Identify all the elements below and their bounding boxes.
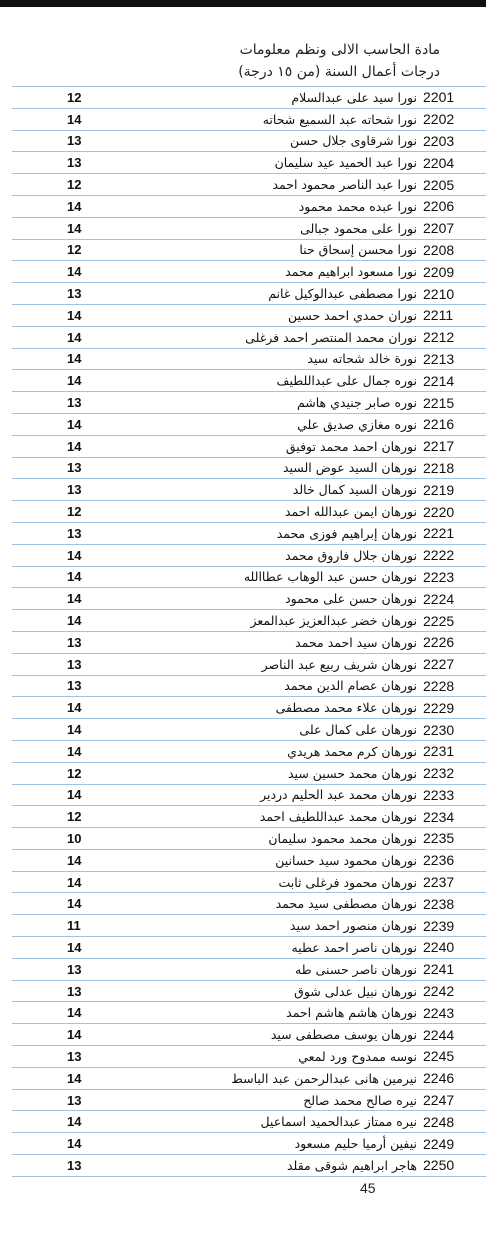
table-row <box>12 1002 486 1024</box>
seat-number-cell: 2216 <box>419 413 486 435</box>
seat-number-cell: 2232 <box>419 762 486 784</box>
seat-number-cell: 2203 <box>419 130 486 152</box>
table-row <box>12 130 486 152</box>
table-row <box>12 174 486 196</box>
seat-number-cell: 2224 <box>419 588 486 610</box>
grade-cell: 14 <box>12 1024 187 1046</box>
table-row <box>12 392 486 414</box>
seat-number-cell: 2248 <box>419 1111 486 1133</box>
seat-number-cell: 2234 <box>419 806 486 828</box>
table-row <box>12 370 486 392</box>
seat-number-cell: 2243 <box>419 1002 486 1024</box>
grade-cell: 14 <box>12 566 187 588</box>
table-row <box>12 980 486 1002</box>
table-row <box>12 762 486 784</box>
seat-number-cell: 2236 <box>419 849 486 871</box>
student-name-cell: نورهان عصام الدين محمد <box>187 675 419 697</box>
student-name-cell: نورا عبد الناصر محمود احمد <box>187 174 419 196</box>
student-name-cell: نورا مصطفى عبدالوكيل غانم <box>187 283 419 305</box>
student-name-cell: نورا عبده محمد محمود <box>187 195 419 217</box>
grade-cell: 13 <box>12 283 187 305</box>
table-row <box>12 697 486 719</box>
table-row <box>12 239 486 261</box>
seat-number-cell: 2219 <box>419 479 486 501</box>
seat-number-cell: 2247 <box>419 1089 486 1111</box>
table-row <box>12 566 486 588</box>
grade-cell: 14 <box>12 849 187 871</box>
seat-number-cell: 2244 <box>419 1024 486 1046</box>
grade-cell: 13 <box>12 1155 187 1177</box>
seat-number-cell: 2229 <box>419 697 486 719</box>
student-name-cell: نورهان السيد عوض السيد <box>187 457 419 479</box>
seat-number-cell: 2250 <box>419 1155 486 1177</box>
student-name-cell: نورهان يوسف مصطفى سيد <box>187 1024 419 1046</box>
seat-number-cell: 2238 <box>419 893 486 915</box>
student-name-cell: نورهان محمد حسين سيد <box>187 762 419 784</box>
seat-number-cell: 2245 <box>419 1046 486 1068</box>
table-row <box>12 413 486 435</box>
seat-number-cell: 2228 <box>419 675 486 697</box>
grade-cell: 13 <box>12 958 187 980</box>
grade-cell: 14 <box>12 937 187 959</box>
seat-number-cell: 2226 <box>419 631 486 653</box>
table-row <box>12 326 486 348</box>
table-row <box>12 261 486 283</box>
seat-number-cell: 2230 <box>419 719 486 741</box>
grade-cell: 12 <box>12 87 187 109</box>
grade-cell: 14 <box>12 610 187 632</box>
seat-number-cell: 2205 <box>419 174 486 196</box>
student-name-cell: نورهان نبيل عدلى شوق <box>187 980 419 1002</box>
table-row <box>12 457 486 479</box>
table-row <box>12 479 486 501</box>
grade-cell: 13 <box>12 479 187 501</box>
student-name-cell: نورهان على كمال على <box>187 719 419 741</box>
seat-number-cell: 2213 <box>419 348 486 370</box>
table-row <box>12 653 486 675</box>
seat-number-cell: 2249 <box>419 1133 486 1155</box>
student-name-cell: نورا محسن إسحاق حنا <box>187 239 419 261</box>
table-row <box>12 1067 486 1089</box>
page-number: 45 <box>360 1180 376 1196</box>
student-name-cell: نيرمين هانى عبدالرحمن عبد الباسط <box>187 1067 419 1089</box>
table-row <box>12 1133 486 1155</box>
seat-number-cell: 2240 <box>419 937 486 959</box>
seat-number-cell: 2222 <box>419 544 486 566</box>
student-name-cell: نورهان السيد كمال خالد <box>187 479 419 501</box>
grade-cell: 14 <box>12 348 187 370</box>
grade-cell: 12 <box>12 501 187 523</box>
student-name-cell: نيفين أرميا حليم مسعود <box>187 1133 419 1155</box>
seat-number-cell: 2235 <box>419 828 486 850</box>
student-name-cell: نورهان محمد محمود سليمان <box>187 828 419 850</box>
seat-number-cell: 2239 <box>419 915 486 937</box>
table-row <box>12 435 486 457</box>
seat-number-cell: 2237 <box>419 871 486 893</box>
table-row <box>12 806 486 828</box>
table-row <box>12 828 486 850</box>
seat-number-cell: 2207 <box>419 217 486 239</box>
grade-cell: 14 <box>12 1111 187 1133</box>
seat-number-cell: 2202 <box>419 108 486 130</box>
table-row <box>12 217 486 239</box>
table-row <box>12 108 486 130</box>
table-row <box>12 588 486 610</box>
grade-cell: 14 <box>12 370 187 392</box>
grade-cell: 14 <box>12 304 187 326</box>
seat-number-cell: 2215 <box>419 392 486 414</box>
seat-number-cell: 2201 <box>419 87 486 109</box>
grade-cell: 14 <box>12 588 187 610</box>
grade-cell: 14 <box>12 108 187 130</box>
table-row <box>12 1046 486 1068</box>
student-name-cell: نورا شحاته عبد السميع شحاته <box>187 108 419 130</box>
grade-cell: 13 <box>12 675 187 697</box>
top-border <box>0 0 486 7</box>
student-name-cell: نورهان ناصر احمد عطيه <box>187 937 419 959</box>
student-name-cell: نوره صابر جنيدي هاشم <box>187 392 419 414</box>
grade-cell: 14 <box>12 1067 187 1089</box>
student-name-cell: نورة خالد شحاته سيد <box>187 348 419 370</box>
grade-cell: 13 <box>12 152 187 174</box>
student-name-cell: نورا شرقاوى جلال حسن <box>187 130 419 152</box>
seat-number-cell: 2206 <box>419 195 486 217</box>
grade-cell: 10 <box>12 828 187 850</box>
seat-number-cell: 2231 <box>419 740 486 762</box>
student-name-cell: نوران محمد المنتصر احمد فرغلى <box>187 326 419 348</box>
student-name-cell: نوران حمدي احمد حسين <box>187 304 419 326</box>
student-name-cell: نورهان منصور احمد سيد <box>187 915 419 937</box>
seat-number-cell: 2220 <box>419 501 486 523</box>
student-name-cell: هاجر ابراهيم شوقى مقلد <box>187 1155 419 1177</box>
table-row <box>12 1024 486 1046</box>
table-row <box>12 915 486 937</box>
grade-cell: 14 <box>12 326 187 348</box>
table-row <box>12 937 486 959</box>
student-name-cell: نورهان هاشم هاشم احمد <box>187 1002 419 1024</box>
student-name-cell: نيره صالح محمد صالح <box>187 1089 419 1111</box>
student-name-cell: نوره جمال على عبداللطيف <box>187 370 419 392</box>
grade-cell: 14 <box>12 784 187 806</box>
student-name-cell: نورا على محمود جبالى <box>187 217 419 239</box>
grade-cell: 14 <box>12 195 187 217</box>
table-row <box>12 348 486 370</box>
seat-number-cell: 2209 <box>419 261 486 283</box>
grade-cell: 12 <box>12 174 187 196</box>
student-name-cell: نورهان علاء محمد مصطفى <box>187 697 419 719</box>
student-name-cell: نورهان خضر عبدالعزيز عبدالمعز <box>187 610 419 632</box>
grade-cell: 14 <box>12 1002 187 1024</box>
seat-number-cell: 2214 <box>419 370 486 392</box>
table-row <box>12 893 486 915</box>
grades-table <box>12 86 486 1177</box>
grade-cell: 14 <box>12 1133 187 1155</box>
student-name-cell: نوره مغازي صديق علي <box>187 413 419 435</box>
grades-caption: درجات أعمال السنة (من ١٥ درجة) <box>238 64 440 80</box>
grade-cell: 13 <box>12 1046 187 1068</box>
table-row <box>12 631 486 653</box>
table-row <box>12 87 486 109</box>
student-name-cell: نورهان مصطفى سيد محمد <box>187 893 419 915</box>
grade-cell: 13 <box>12 457 187 479</box>
grade-cell: 14 <box>12 544 187 566</box>
grade-cell: 13 <box>12 522 187 544</box>
student-name-cell: نورهان محمد عبد الحليم دردير <box>187 784 419 806</box>
grade-cell: 14 <box>12 261 187 283</box>
student-name-cell: نورا سيد على عبدالسلام <box>187 87 419 109</box>
table-row <box>12 740 486 762</box>
student-name-cell: نورهان إبراهيم فوزى محمد <box>187 522 419 544</box>
document-header <box>40 39 440 83</box>
grade-cell: 13 <box>12 392 187 414</box>
student-name-cell: نورهان سيد احمد محمد <box>187 631 419 653</box>
grade-cell: 13 <box>12 130 187 152</box>
grade-cell: 14 <box>12 740 187 762</box>
table-row <box>12 1089 486 1111</box>
seat-number-cell: 2217 <box>419 435 486 457</box>
student-name-cell: نيره ممتاز عبدالحميد اسماعيل <box>187 1111 419 1133</box>
student-name-cell: نورهان جلال فاروق محمد <box>187 544 419 566</box>
table-row <box>12 283 486 305</box>
grades-table-body <box>12 87 486 1177</box>
grade-cell: 12 <box>12 762 187 784</box>
table-row <box>12 719 486 741</box>
seat-number-cell: 2223 <box>419 566 486 588</box>
grade-cell: 12 <box>12 239 187 261</box>
student-name-cell: نورهان شريف ربيع عبد الناصر <box>187 653 419 675</box>
table-row <box>12 958 486 980</box>
seat-number-cell: 2204 <box>419 152 486 174</box>
student-name-cell: نورهان ناصر حسنى طه <box>187 958 419 980</box>
grade-cell: 12 <box>12 806 187 828</box>
grade-cell: 13 <box>12 631 187 653</box>
seat-number-cell: 2227 <box>419 653 486 675</box>
seat-number-cell: 2208 <box>419 239 486 261</box>
seat-number-cell: 2218 <box>419 457 486 479</box>
grade-cell: 13 <box>12 980 187 1002</box>
seat-number-cell: 2242 <box>419 980 486 1002</box>
grade-cell: 14 <box>12 217 187 239</box>
grade-cell: 14 <box>12 697 187 719</box>
grade-cell: 14 <box>12 719 187 741</box>
table-row <box>12 610 486 632</box>
student-name-cell: نورهان محمد عبداللطيف احمد <box>187 806 419 828</box>
student-name-cell: نورهان حسن على محمود <box>187 588 419 610</box>
table-row <box>12 1155 486 1177</box>
student-name-cell: نورا عبد الحميد عيد سليمان <box>187 152 419 174</box>
student-name-cell: نورهان حسن عبد الوهاب عطاالله <box>187 566 419 588</box>
table-row <box>12 849 486 871</box>
seat-number-cell: 2246 <box>419 1067 486 1089</box>
student-name-cell: نورهان ايمن عبدالله احمد <box>187 501 419 523</box>
grade-cell: 11 <box>12 915 187 937</box>
table-row <box>12 544 486 566</box>
grade-cell: 14 <box>12 413 187 435</box>
seat-number-cell: 2210 <box>419 283 486 305</box>
student-name-cell: نورا مسعود ابراهيم محمد <box>187 261 419 283</box>
grade-cell: 14 <box>12 435 187 457</box>
grade-cell: 14 <box>12 871 187 893</box>
table-row <box>12 871 486 893</box>
student-name-cell: نورهان محمود فرغلى ثابت <box>187 871 419 893</box>
seat-number-cell: 2241 <box>419 958 486 980</box>
student-name-cell: نورهان محمود سيد حسانين <box>187 849 419 871</box>
student-name-cell: نورهان احمد محمد توفيق <box>187 435 419 457</box>
table-row <box>12 195 486 217</box>
seat-number-cell: 2221 <box>419 522 486 544</box>
table-row <box>12 152 486 174</box>
student-name-cell: نوسه ممدوح ورد لمعي <box>187 1046 419 1068</box>
student-name-cell: نورهان كرم محمد هريدي <box>187 740 419 762</box>
table-row <box>12 1111 486 1133</box>
seat-number-cell: 2233 <box>419 784 486 806</box>
table-row <box>12 501 486 523</box>
seat-number-cell: 2211 <box>419 304 486 326</box>
grade-cell: 13 <box>12 1089 187 1111</box>
seat-number-cell: 2212 <box>419 326 486 348</box>
table-row <box>12 304 486 326</box>
grade-cell: 13 <box>12 653 187 675</box>
seat-number-cell: 2225 <box>419 610 486 632</box>
subject-title: مادة الحاسب الالى ونظم معلومات <box>239 42 440 58</box>
table-row <box>12 675 486 697</box>
table-row <box>12 784 486 806</box>
table-row <box>12 522 486 544</box>
grade-cell: 14 <box>12 893 187 915</box>
